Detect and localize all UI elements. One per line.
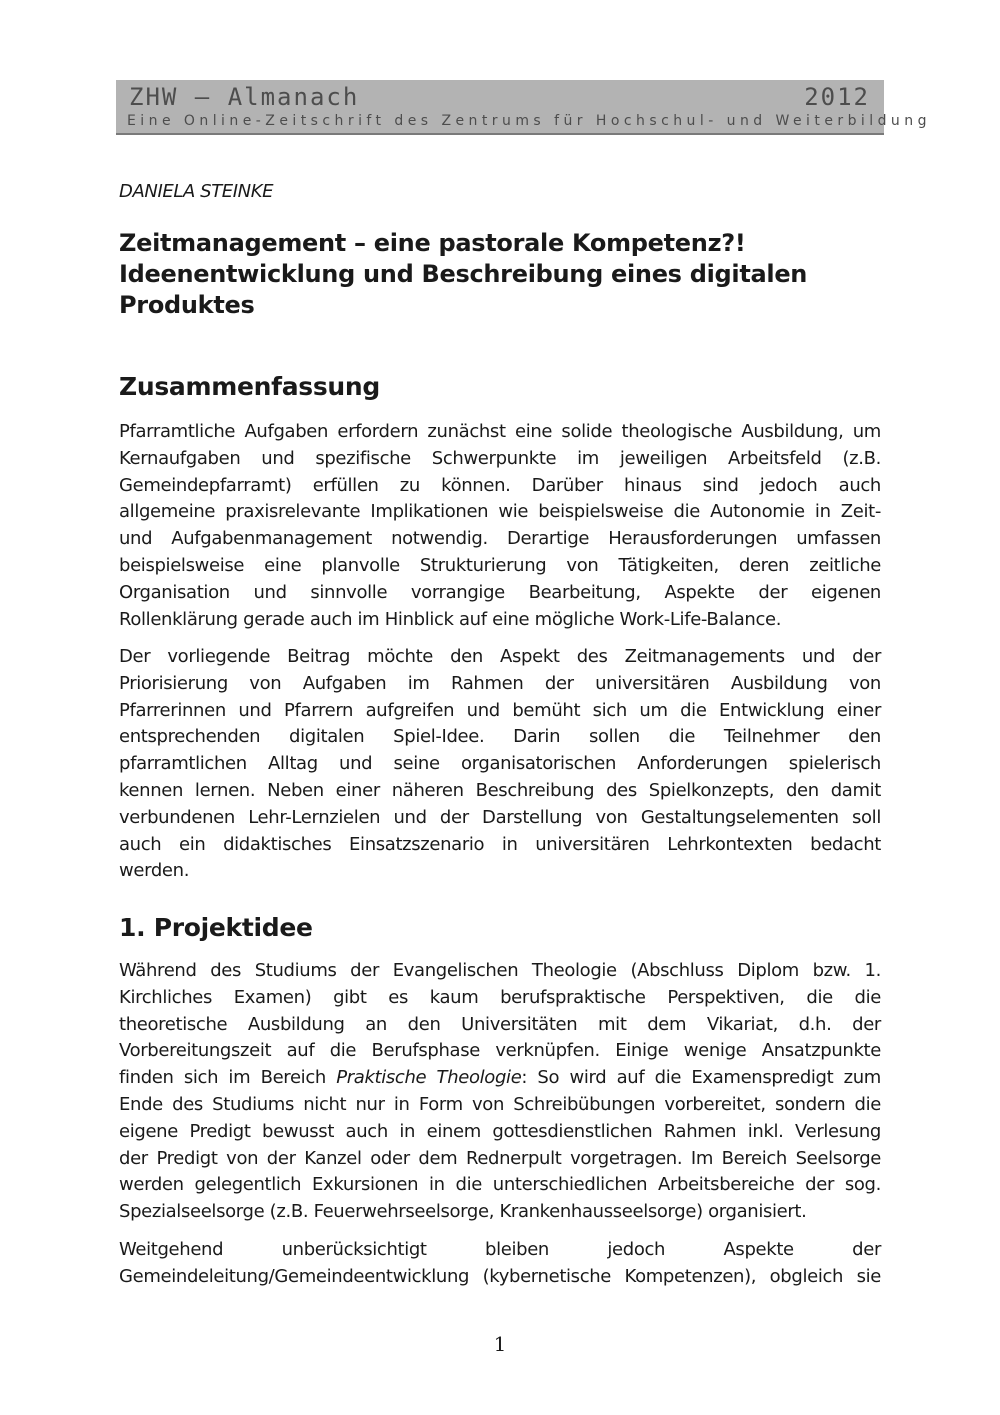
text-line: Vorbereitungszeit auf die Berufsphase verknüpfen. Einige wenige Ansatzpunkte	[119, 1040, 881, 1062]
text-line: Pfarrerinnen und Pfarrern aufgreifen und bemüht sich um die Entwicklung einer	[119, 699, 881, 721]
text-line: Ende des Studiums nicht nur in Form von Schreibübungen vorbereitet, sondern die	[119, 1093, 881, 1115]
journal-banner	[116, 80, 931, 135]
text-line: Während des Studiums der Evangelischen Theologie (Abschluss Diplom bzw. 1.	[119, 960, 881, 981]
text-line: Gemeindepfarramt) erfüllen zu können. Darüber hinaus sind jedoch auch	[119, 474, 881, 496]
text-line: und Aufgabenmanagement notwendig. Derartige Herausforderungen umfassen	[119, 528, 881, 550]
text-line: Kernaufgaben und spezifische Schwerpunkte im jeweiligen Arbeitsfeld (z.B.	[119, 447, 881, 469]
text-line: Spezialseelsorge (z.B. Feuerwehrseelsorge, Krankenhausseelsorge) organisiert.	[119, 1201, 807, 1223]
article-title-line: Produktes	[119, 291, 255, 319]
emphasis-praktische-theologie: Praktische Theologie	[336, 1067, 522, 1089]
text-fragment: finden sich im Bereich	[119, 1067, 337, 1089]
text-line: Der vorliegende Beitrag möchte den Aspekt des Zeitmanagements und der	[119, 646, 881, 667]
article-title	[119, 228, 889, 321]
text-line: Priorisierung von Aufgaben im Rahmen der universitären Ausbildung von	[119, 672, 881, 694]
summary-paragraph-1	[119, 419, 881, 633]
text-line: Weitgehend unberücksichtigt bleiben jedoch Aspekte der	[119, 1239, 881, 1260]
text-line: werden.	[119, 860, 190, 882]
section-heading-projektidee: 1. Projektidee	[119, 913, 313, 942]
summary-heading: Zusammenfassung	[119, 372, 381, 401]
journal-subtitle: Eine Online-Zeitschrift des Zentrums für Hochschul- und Weiterbildung	[127, 113, 931, 129]
text-line: der Predigt von der Kanzel oder dem Rednerpult vorgetragen. Im Bereich Seelsorge	[119, 1147, 881, 1169]
text-line: kennen lernen. Neben einer näheren Beschreibung des Spielkonzepts, den damit	[119, 779, 881, 801]
text-line: Kirchliches Examen) gibt es kaum berufspraktische Perspektiven, die die	[119, 986, 881, 1008]
text-line: pfarramtlichen Alltag und seine organisatorischen Anforderungen spielerisch	[119, 753, 881, 775]
journal-year: 2012	[804, 83, 870, 111]
text-line: allgemeine praxisrelevante Implikationen wie beispielsweise die Autonomie in Zeit-	[119, 501, 881, 523]
page-number: 1	[493, 1332, 507, 1356]
text-line: eigene Predigt bewusst auch in einem gottesdienstlichen Rahmen inkl. Verlesung	[119, 1120, 881, 1142]
text-line: beispielsweise eine planvolle Strukturierung von Tätigkeiten, deren zeitliche	[119, 554, 881, 576]
text-line: entsprechenden digitalen Spiel-Idee. Darin sollen die Teilnehmer den	[119, 726, 881, 748]
article-title-line: Ideenentwicklung und Beschreibung eines digitalen	[119, 260, 808, 288]
text-line: theoretische Ausbildung an den Universitäten mit dem Vikariat, d.h. der	[119, 1013, 881, 1035]
text-line: verbundenen Lehr-Lernzielen und der Darstellung von Gestaltungselementen soll	[119, 806, 881, 828]
section1-paragraph-1	[119, 958, 881, 1226]
text-line: Organisation und sinnvolle vorrangige Bearbeitung, Aspekte der eigenen	[119, 581, 881, 603]
text-line: Pfarramtliche Aufgaben erfordern zunächst eine solide theologische Ausbildung, um	[119, 421, 881, 442]
section1-paragraph-2	[119, 1237, 881, 1291]
text-line: Gemeindeleitung/Gemeindeentwicklung (kybernetische Kompetenzen), obgleich sie	[119, 1265, 881, 1287]
article-title-line: Zeitmanagement – eine pastorale Kompetenz?!	[119, 229, 746, 257]
text-line: auch ein didaktisches Einsatzszenario in universitären Lehrkontexten bedacht	[119, 833, 881, 855]
text-line-with-emphasis	[119, 1065, 881, 1092]
text-fragment: : So wird auf die Examenspredigt zum	[521, 1067, 881, 1089]
text-line: werden gelegentlich Exkursionen in die unterschiedlichen Arbeitsbereiche der sog.	[119, 1174, 881, 1196]
author-name: DANIELA STEINKE	[119, 181, 274, 202]
summary-paragraph-2	[119, 644, 881, 885]
text-line: Rollenklärung gerade auch im Hinblick auf eine mögliche Work-Life-Balance.	[119, 608, 782, 630]
journal-title: ZHW – Almanach	[129, 83, 360, 111]
